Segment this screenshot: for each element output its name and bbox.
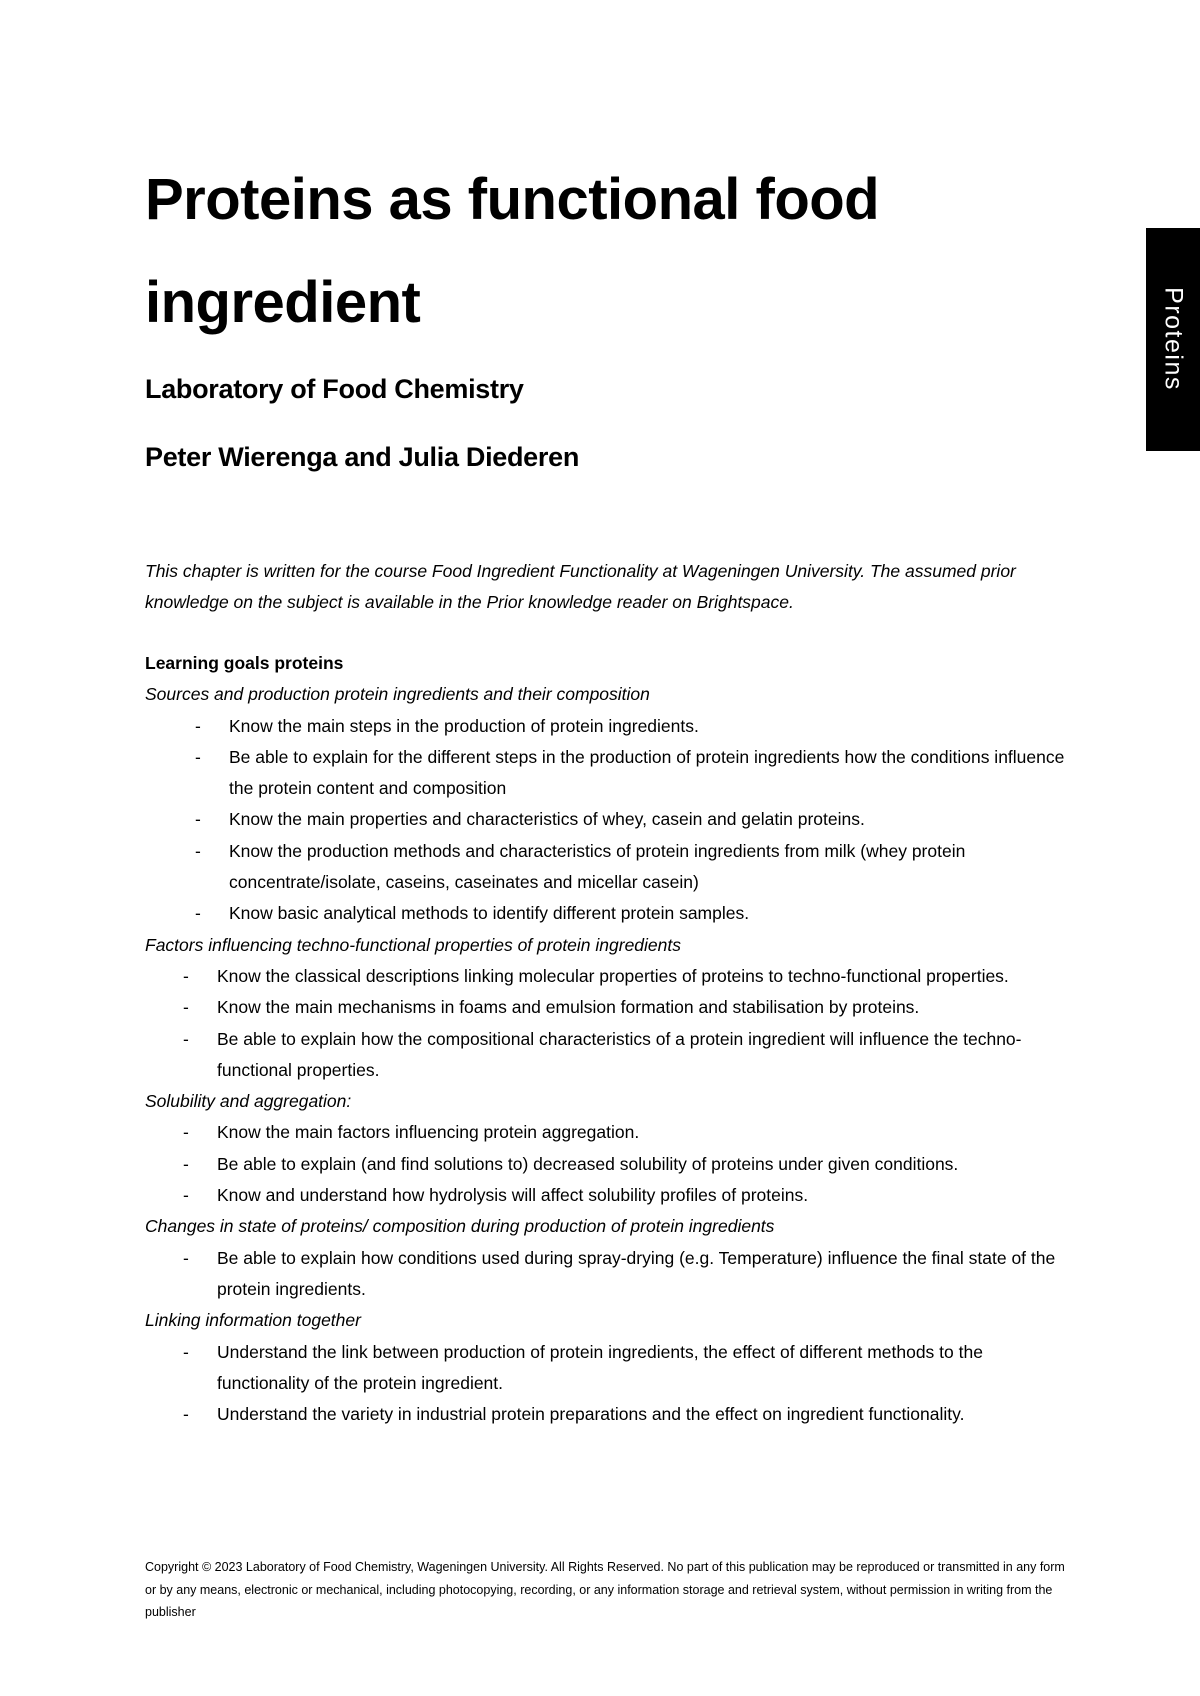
bullet-dash: -: [183, 1153, 189, 1174]
learning-goals-heading: Learning goals proteins: [145, 653, 344, 673]
bullet-dash: -: [195, 715, 201, 736]
bullet-dash: -: [183, 1028, 189, 1049]
goal-section: [145, 1086, 1065, 1211]
side-tab-label: Proteins: [1159, 287, 1188, 391]
goal-item: [145, 961, 1065, 992]
goal-item: [145, 1024, 1065, 1087]
goal-item: [145, 1399, 1065, 1430]
goal-section-title: Factors influencing techno-functional properties of protein ingredients: [145, 934, 682, 955]
goal-item-text: Understand the link between production of protein ingredients, the effect of different methods to the functionality of the protein ingredient.: [217, 1341, 983, 1393]
goal-item-text: Know the main factors influencing protein aggregation.: [217, 1122, 640, 1143]
goal-item: [145, 1117, 1065, 1148]
bullet-dash: -: [195, 809, 201, 830]
goal-list: [145, 1117, 1065, 1211]
goal-list: [145, 1243, 1065, 1306]
intro-paragraph: This chapter is written for the course Food Ingredient Functionality at Wageningen University. The assumed prior knowledge on the subject is available in the Prior knowledge reader on Brightspace.: [145, 561, 1016, 612]
goal-list: [145, 961, 1065, 1086]
goal-list: [145, 711, 1065, 930]
goal-item-text: Be able to explain (and find solutions to) decreased solubility of proteins under given conditions.: [217, 1153, 959, 1174]
document-subtitle: Laboratory of Food Chemistry: [145, 374, 524, 404]
goal-item: [145, 1180, 1065, 1211]
goal-item: [145, 742, 1065, 805]
goal-section-title: Sources and production protein ingredients and their composition: [145, 684, 650, 705]
bullet-dash: -: [183, 1404, 189, 1425]
bullet-dash: -: [195, 903, 201, 924]
goal-item-text: Know the classical descriptions linking molecular properties of proteins to techno-functional properties.: [217, 965, 1009, 986]
bullet-dash: -: [195, 840, 201, 861]
goal-section: [145, 930, 1065, 1086]
goal-item-text: Know and understand how hydrolysis will affect solubility profiles of proteins.: [217, 1185, 809, 1206]
bullet-dash: -: [183, 997, 189, 1018]
goal-section-title: Linking information together: [145, 1310, 361, 1331]
bullet-dash: -: [195, 746, 201, 767]
goal-item-text: Know the main mechanisms in foams and emulsion formation and stabilisation by proteins.: [217, 997, 920, 1018]
goal-section-title: Changes in state of proteins/ composition during production of protein ingredients: [145, 1216, 775, 1237]
bullet-dash: -: [183, 1341, 189, 1362]
goal-item-text: Be able to explain how the compositional characteristics of a protein ingredient will influence the techno-functional properties.: [217, 1028, 1022, 1080]
goal-item-text: Know the main steps in the production of protein ingredients.: [229, 715, 699, 736]
chapter-side-tab: [1146, 228, 1200, 451]
goal-item-text: Be able to explain for the different steps in the production of protein ingredients how the conditions influence the protein content and composition: [229, 746, 1065, 799]
goal-item: [145, 992, 1065, 1023]
goal-item-text: Know the production methods and characteristics of protein ingredients from milk (whey protein concentrate/isolate, caseins, caseinates and micellar casein): [229, 840, 966, 893]
goal-section: [145, 679, 1065, 929]
goal-item-text: Understand the variety in industrial protein preparations and the effect on ingredient functionality.: [217, 1404, 965, 1425]
goal-list: [145, 1337, 1065, 1431]
document-title: Proteins as functional food ingredient: [145, 167, 880, 335]
goal-item: [145, 1149, 1065, 1180]
learning-goals: [145, 648, 1065, 1430]
bullet-dash: -: [183, 1122, 189, 1143]
goal-section: [145, 1211, 1065, 1305]
goal-item: [145, 836, 1065, 899]
bullet-dash: -: [183, 965, 189, 986]
goal-section-title: Solubility and aggregation:: [145, 1091, 352, 1112]
bullet-dash: -: [183, 1247, 189, 1268]
goal-item: [145, 804, 1065, 835]
bullet-dash: -: [183, 1185, 189, 1206]
goal-item-text: Know basic analytical methods to identify different protein samples.: [229, 903, 750, 924]
goal-section: [145, 1305, 1065, 1430]
goal-item-text: Know the main properties and characteristics of whey, casein and gelatin proteins.: [229, 809, 865, 830]
goal-item: [145, 1243, 1065, 1306]
goal-item-text: Be able to explain how conditions used during spray-drying (e.g. Temperature) influence the final state of the protein ingredients.: [217, 1247, 1056, 1299]
document-authors: Peter Wierenga and Julia Diederen: [145, 442, 580, 472]
goal-item: [145, 898, 1065, 929]
goal-item: [145, 1337, 1065, 1400]
goal-item: [145, 711, 1065, 742]
copyright-notice: Copyright © 2023 Laboratory of Food Chemistry, Wageningen University. All Rights Reserved. No part of this publication may be reproduced or transmitted in any form or by any means, electronic or mechanical, including photocopying, recording, or any information storage and retrieval system, without permission in writing from the publisher: [145, 1560, 1065, 1619]
